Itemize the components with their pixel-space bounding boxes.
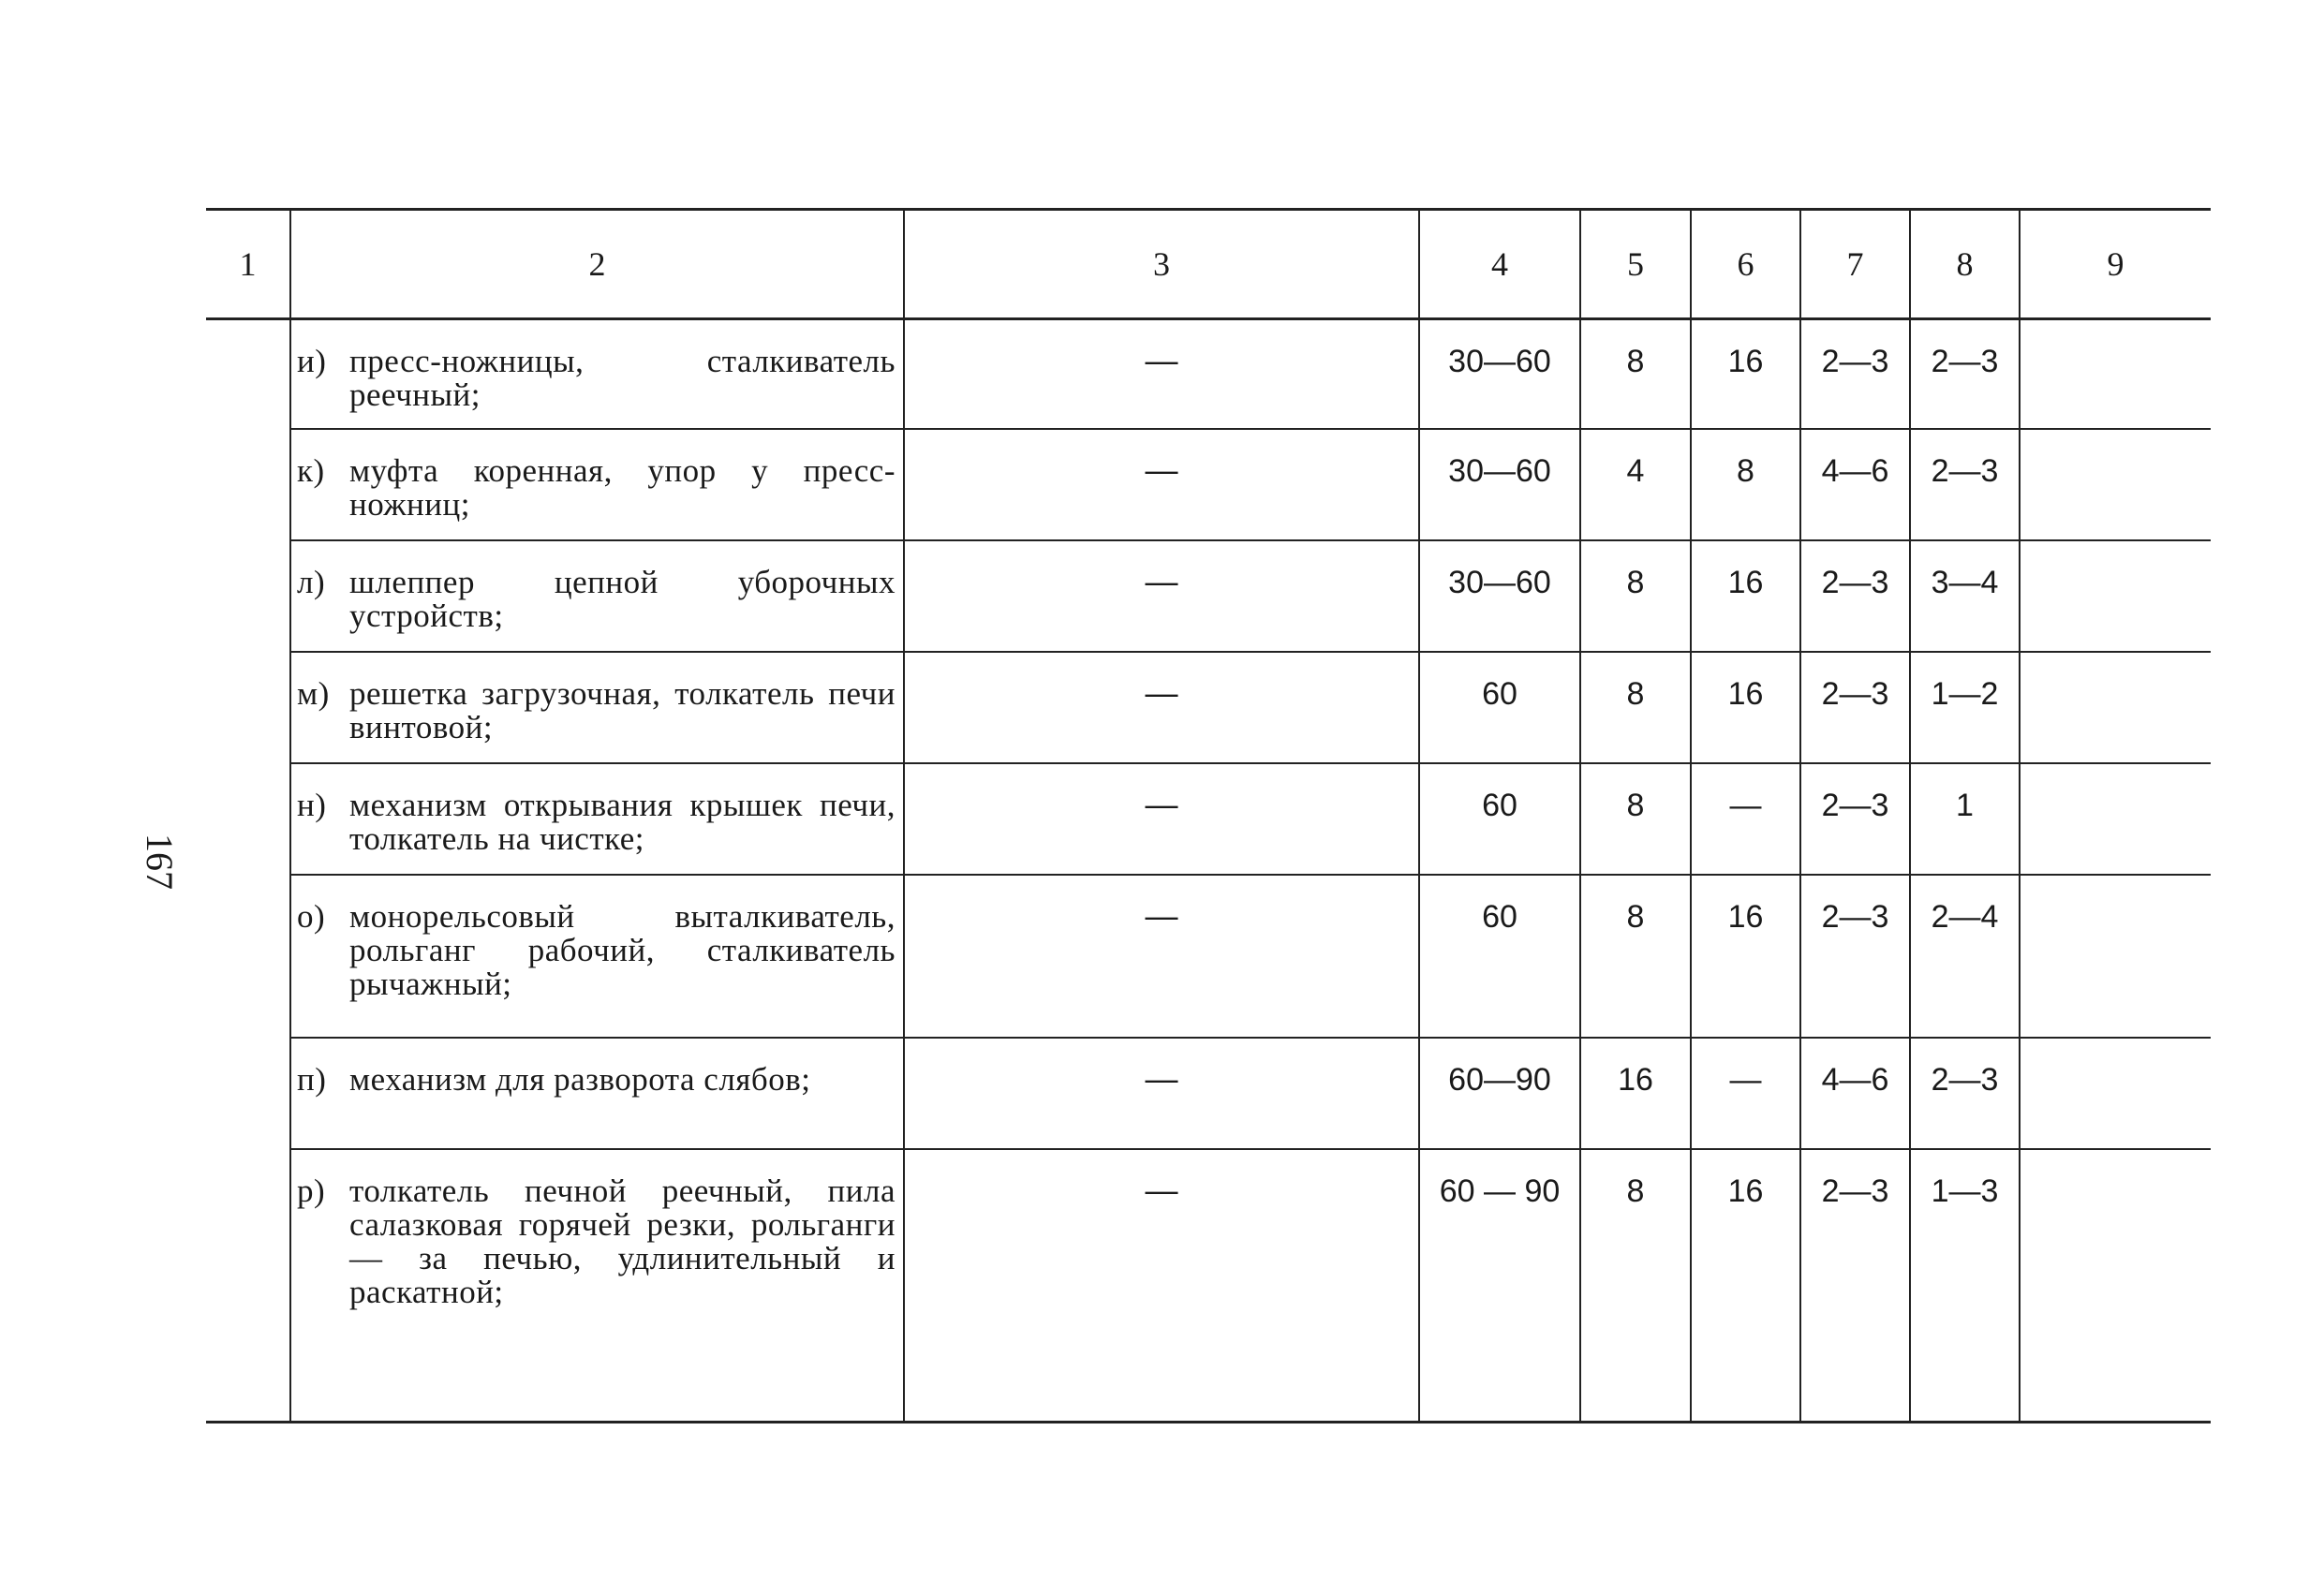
table-cell: 8 (1580, 875, 1691, 1038)
table-cell: 2—4 (1910, 875, 2020, 1038)
table-row (206, 875, 2211, 1038)
item-text: муфта коренная, упор у пресс-ножниц; (349, 452, 896, 523)
item-letter: н) (297, 787, 327, 823)
table-cell: 2—3 (1800, 540, 1910, 652)
table-cell: — (904, 540, 1419, 652)
item-letter: к) (297, 452, 325, 489)
item-letter: м) (297, 675, 330, 712)
column-header-1: 1 (206, 210, 290, 319)
table-cell: 30—60 (1419, 319, 1580, 430)
item-text: шлеппер цепной уборочных устройств; (349, 564, 896, 634)
row-number-cell (206, 875, 290, 1038)
column-header-4: 4 (1419, 210, 1580, 319)
table-cell: 30—60 (1419, 429, 1580, 540)
column-header-3: 3 (904, 210, 1419, 319)
table-cell (2020, 429, 2211, 540)
mechanism-description (290, 540, 904, 652)
table-cell: — (904, 652, 1419, 763)
table-cell: — (904, 875, 1419, 1038)
table-row (206, 319, 2211, 430)
row-number-cell (206, 652, 290, 763)
item-letter: п) (297, 1061, 327, 1098)
table-cell: 2—3 (1800, 319, 1910, 430)
table-cell: — (904, 319, 1419, 430)
table-cell: 8 (1580, 652, 1691, 763)
column-header-7: 7 (1800, 210, 1910, 319)
row-number-cell (206, 540, 290, 652)
table-header (206, 210, 2211, 319)
mechanism-description (290, 763, 904, 875)
table-cell (2020, 1149, 2211, 1423)
row-number-cell (206, 429, 290, 540)
mechanism-description (290, 1038, 904, 1149)
column-header-8: 8 (1910, 210, 2020, 319)
item-text: толкатель печной реечный, пила салазковая горячей резки, рольганги — за печью, удлинительный и раскатной; (349, 1173, 896, 1310)
table-cell: 60 (1419, 763, 1580, 875)
table-row (206, 1038, 2211, 1149)
table-cell (2020, 319, 2211, 430)
table-cell (2020, 652, 2211, 763)
row-number-cell (206, 763, 290, 875)
table-row (206, 763, 2211, 875)
table-cell (2020, 763, 2211, 875)
table-row (206, 652, 2211, 763)
item-text: решетка загрузочная, толкатель печи винтовой; (349, 675, 896, 745)
table-cell: 16 (1691, 540, 1800, 652)
item-letter: л) (297, 564, 326, 600)
table-cell: 60—90 (1419, 1038, 1580, 1149)
table-cell: 2—3 (1910, 319, 2020, 430)
table-cell: 8 (1580, 1149, 1691, 1423)
table-cell: 60 — 90 (1419, 1149, 1580, 1423)
mechanism-description (290, 319, 904, 430)
table-cell: 1—2 (1910, 652, 2020, 763)
item-text: механизм открывания крышек печи, толкатель на чистке; (349, 787, 896, 857)
mechanism-description (290, 652, 904, 763)
table-cell: — (904, 763, 1419, 875)
table-cell: — (904, 429, 1419, 540)
table-cell: 60 (1419, 652, 1580, 763)
column-header-9: 9 (2020, 210, 2211, 319)
table-cell: — (1691, 1038, 1800, 1149)
mechanism-description (290, 429, 904, 540)
item-letter: и) (297, 343, 327, 379)
item-text: монорельсовый выталкиватель, рольганг рабочий, сталкиватель рычажный; (349, 898, 896, 1002)
table-cell: 2—3 (1910, 429, 2020, 540)
header-row (206, 210, 2211, 319)
table-cell: 2—3 (1800, 875, 1910, 1038)
table-cell: 1 (1910, 763, 2020, 875)
item-text: пресс-ножницы, сталкиватель реечный; (349, 343, 896, 413)
table-cell: 2—3 (1910, 1038, 2020, 1149)
table-cell: 2—3 (1800, 763, 1910, 875)
table-cell: 16 (1691, 1149, 1800, 1423)
table-cell: 60 (1419, 875, 1580, 1038)
table-cell: 16 (1580, 1038, 1691, 1149)
table-cell: 3—4 (1910, 540, 2020, 652)
column-header-5: 5 (1580, 210, 1691, 319)
column-header-6: 6 (1691, 210, 1800, 319)
table-cell: 2—3 (1800, 652, 1910, 763)
mechanism-description (290, 875, 904, 1038)
table-row (206, 540, 2211, 652)
table-row (206, 1149, 2211, 1423)
table-row (206, 429, 2211, 540)
table-cell: 4—6 (1800, 429, 1910, 540)
table-cell: 8 (1580, 763, 1691, 875)
row-number-cell (206, 319, 290, 430)
table-cell: 4—6 (1800, 1038, 1910, 1149)
table-cell (2020, 540, 2211, 652)
table-cell: 4 (1580, 429, 1691, 540)
table-cell: 2—3 (1800, 1149, 1910, 1423)
mechanism-description (290, 1149, 904, 1423)
table-cell: 8 (1691, 429, 1800, 540)
table-cell (2020, 1038, 2211, 1149)
table-cell: 8 (1580, 540, 1691, 652)
table-cell: 16 (1691, 652, 1800, 763)
specification-table (206, 208, 2211, 1423)
table-cell: 1—3 (1910, 1149, 2020, 1423)
row-number-cell (206, 1149, 290, 1423)
item-text: механизм для разворота слябов; (349, 1061, 811, 1098)
table-cell: 8 (1580, 319, 1691, 430)
item-letter: р) (297, 1173, 326, 1209)
table-body (206, 319, 2211, 1423)
row-number-cell (206, 1038, 290, 1149)
table-cell: 16 (1691, 875, 1800, 1038)
column-header-2: 2 (290, 210, 904, 319)
table-cell: 30—60 (1419, 540, 1580, 652)
table-cell: — (1691, 763, 1800, 875)
item-letter: о) (297, 898, 326, 935)
table-cell: 16 (1691, 319, 1800, 430)
table-cell: — (904, 1149, 1419, 1423)
page-number: 167 (139, 833, 181, 890)
table-cell (2020, 875, 2211, 1038)
table-cell: — (904, 1038, 1419, 1149)
